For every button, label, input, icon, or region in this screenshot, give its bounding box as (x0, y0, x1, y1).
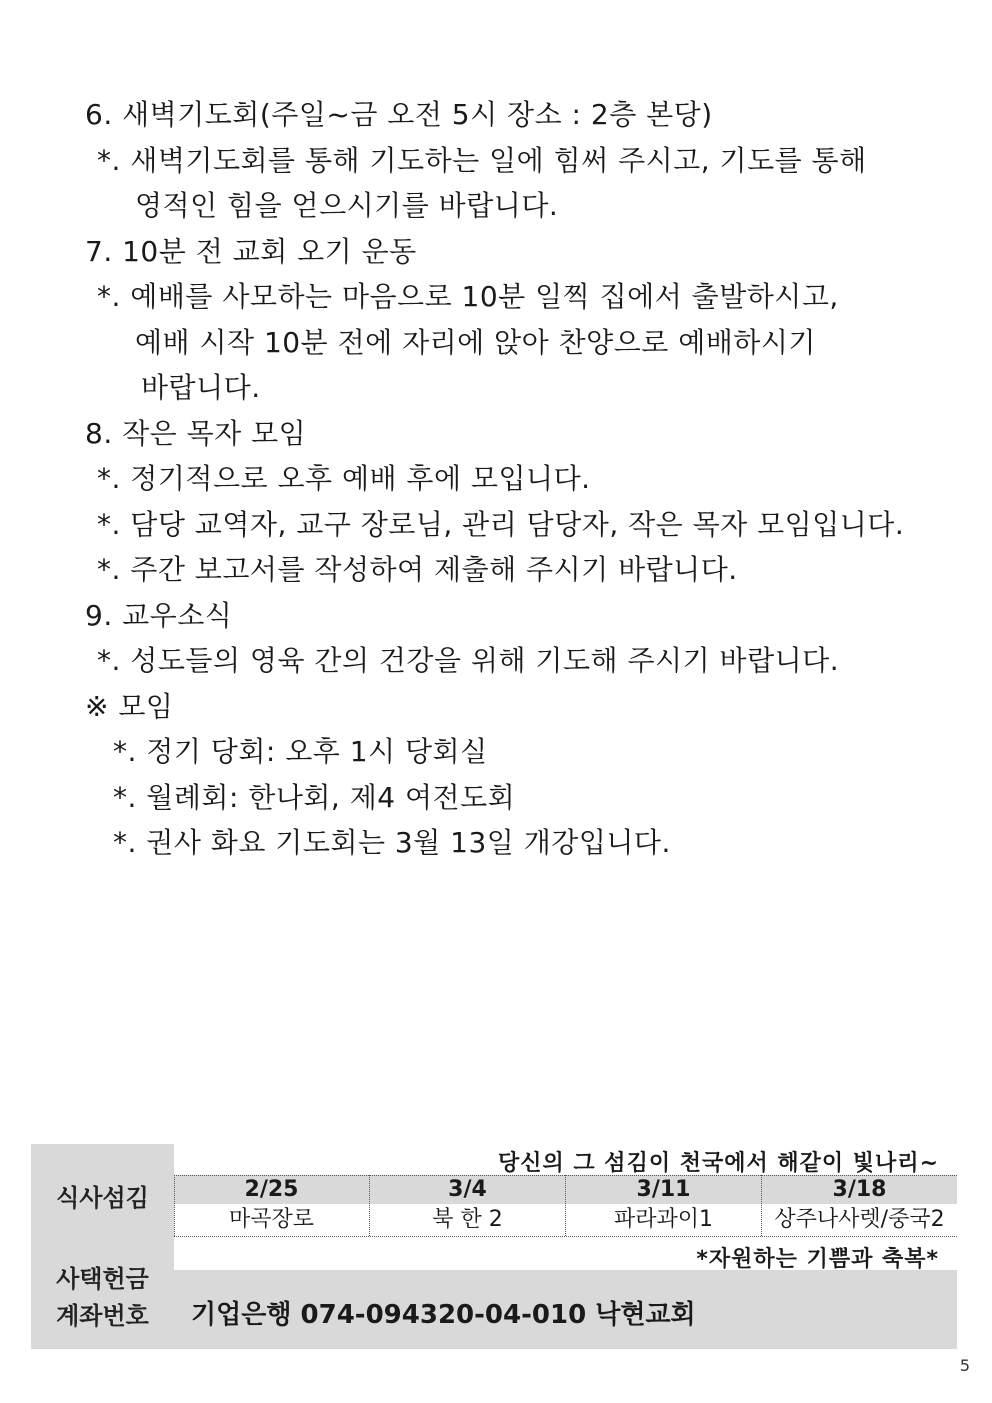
service-date: 2/25 (244, 1177, 299, 1202)
service-date: 3/18 (832, 1177, 887, 1202)
notice-heading-member-news: 9. 교우소식 (85, 598, 233, 632)
service-offering-table (31, 1144, 957, 1349)
service-server: 파라과이1 (613, 1207, 713, 1232)
service-label: 식사섬김 (56, 1184, 149, 1212)
bank-account: 기업은행 074-094320-04-010 낙현교회 (191, 1300, 696, 1330)
divider (565, 1175, 566, 1236)
notice-bullet: *. 주간 보고서를 작성하여 제출해 주시기 바랍니다. (97, 553, 738, 586)
notice-continuation: 예배 시작 10분 전에 자리에 앉아 찬양으로 예배하시기 (135, 325, 816, 359)
divider (174, 1175, 175, 1236)
divider (761, 1175, 762, 1236)
service-server: 마곡장로 (228, 1207, 314, 1232)
service-server: 상주나사렛/중국2 (774, 1207, 945, 1232)
service-date: 3/11 (636, 1177, 691, 1202)
page-number: 5 (959, 1356, 970, 1375)
notice-bullet: *. 담당 교역자, 교구 장로님, 관리 담당자, 작은 목자 모임입니다. (97, 507, 905, 541)
notice-continuation: 바랍니다. (141, 371, 261, 404)
notice-list (85, 92, 965, 866)
offering-label: 사택헌금 (56, 1265, 149, 1293)
notice-bullet: *. 정기적으로 오후 예배 후에 모입니다. (97, 462, 591, 495)
notice-bullet: *. 새벽기도회를 통해 기도하는 일에 힘써 주시고, 기도를 통해 (97, 143, 867, 177)
offering-joy-text: *자원하는 기쁨과 축복* (696, 1247, 939, 1272)
notice-sub-bullet: *. 권사 화요 기도회는 3월 13일 개강입니다. (113, 826, 671, 859)
notice-heading-meetings: ※ 모임 (85, 689, 174, 723)
notice-bullet: *. 성도들의 영육 간의 건강을 위해 기도해 주시기 바랍니다. (97, 644, 840, 677)
notice-sub-bullet: *. 정기 당회: 오후 1시 당회실 (113, 735, 488, 768)
divider (174, 1236, 957, 1237)
service-tagline: 당신의 그 섬김이 천국에서 해같이 빛나리~ (497, 1151, 939, 1176)
notice-heading-small-shepherd: 8. 작은 목자 모임 (85, 416, 307, 450)
service-date: 3/4 (448, 1177, 487, 1202)
notice-bullet: *. 예배를 사모하는 마음으로 10분 일찍 집에서 출발하시고, (97, 280, 839, 313)
divider (369, 1175, 370, 1236)
account-label: 계좌번호 (56, 1302, 149, 1330)
service-server: 북 한 2 (432, 1207, 503, 1232)
notice-sub-bullet: *. 월례회: 한나회, 제4 여전도회 (113, 780, 516, 814)
notice-heading-dawn-prayer: 6. 새벽기도회(주일~금 오전 5시 장소 : 2층 본당) (85, 98, 713, 131)
notice-continuation: 영적인 힘을 얻으시기를 바랍니다. (135, 189, 559, 222)
notice-heading-early-arrival: 7. 10분 전 교회 오기 운동 (85, 234, 417, 268)
